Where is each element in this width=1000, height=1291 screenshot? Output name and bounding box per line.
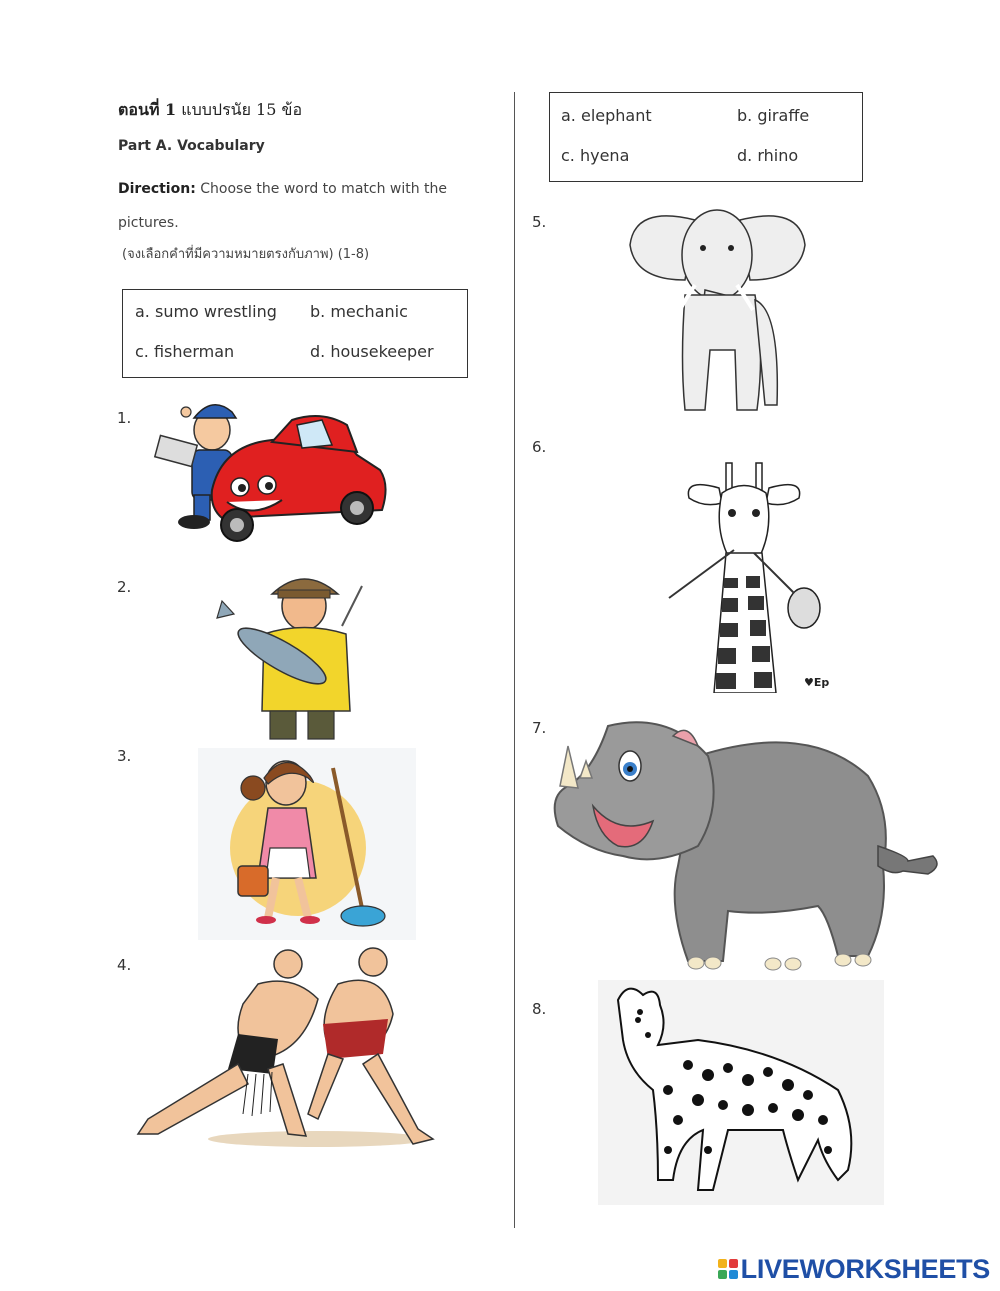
section-heading-rest: แบบปรนัย 15 ข้อ [181,100,303,119]
logo-square-2 [729,1259,738,1268]
logo-square-3 [718,1270,727,1279]
logo-square-4 [729,1270,738,1279]
direction-body: Choose the word to match with the pictures. [118,181,448,231]
word-option-a: a. elephant [561,106,652,125]
logo-mark-icon [718,1259,738,1279]
word-option-d: d. housekeeper [310,342,434,361]
word-option-d: d. rhino [737,146,799,165]
item-number-1: 1. [117,409,132,427]
liveworksheets-logo [718,1252,990,1286]
thai-instruction: (จงเลือกคำที่มีความหมายตรงกับภาพ) (1-8) [122,247,370,262]
section-heading-bold: ตอนที่ 1 [118,100,177,119]
giraffe-image [664,458,844,693]
item-number-3: 3. [117,747,132,765]
housekeeper-image [198,748,416,940]
word-option-b: b. giraffe [737,106,810,125]
svg-text:♥Ep: ♥Ep [804,676,830,689]
word-option-b: b. mechanic [310,302,408,321]
word-box-occupations [122,289,468,378]
logo-square-1 [718,1259,727,1268]
word-option-c: c. fisherman [135,342,235,361]
column-divider [514,92,515,1228]
item-number-6: 6. [532,438,547,456]
section-heading [118,98,302,123]
fisherman-image [212,566,372,744]
logo-text: LIVEWORKSHEETS [740,1253,990,1284]
word-option-c: c. hyena [561,146,630,165]
sumo-wrestlers-image [128,944,436,1154]
item-number-7: 7. [532,719,547,737]
item-number-4: 4. [117,956,132,974]
item-number-5: 5. [532,213,547,231]
rhino-image [548,716,950,976]
item-number-8: 8. [532,1000,547,1018]
direction-text [118,172,458,240]
item-number-2: 2. [117,578,132,596]
part-title: Part A. Vocabulary [118,138,265,154]
elephant-image [625,200,810,420]
word-option-a: a. sumo wrestling [135,302,277,321]
direction-label: Direction: [118,181,196,197]
hyena-image [598,980,884,1205]
mechanic-car-image [152,390,392,555]
word-box-animals [549,92,863,182]
